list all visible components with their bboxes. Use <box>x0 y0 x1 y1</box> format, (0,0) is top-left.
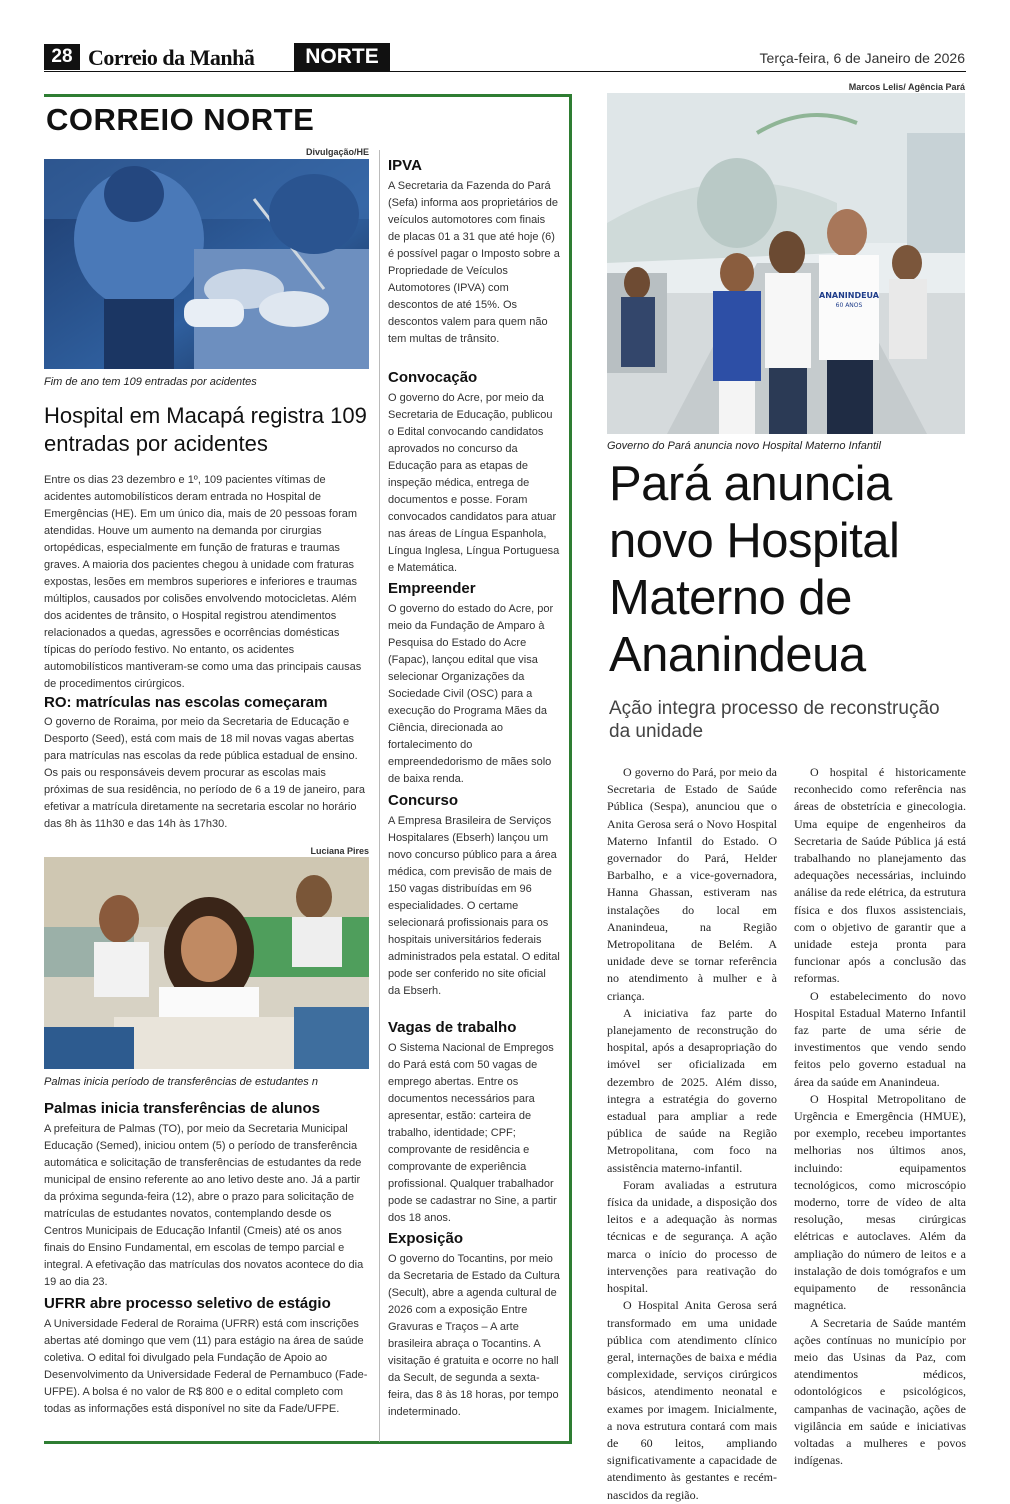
page-number: 28 <box>44 44 80 70</box>
palmas-body: A prefeitura de Palmas (TO), por meio da Secretaria Municipal Educação (Semed), iniciou ontem (5) o período de transferência automática e solicitação de transferências de estudantes da rede municipal de ensino referente ao ano letivo deste ano. Já a partir da próxima segunda-feira (12), abre o prazo para solicitação de matrículas de estudantes novatos, contemplando desde os Centros Municipais de Educação Infantil (Cmeis) até os anos finais do Ensino Fundamental, em escolas de tempo parcial e integral. A efetivação das matrículas dos novatos acontece do dia 19 ao dia 23. <box>44 1123 364 1288</box>
brief-title: Empreender <box>388 580 476 597</box>
ufrr-headline: UFRR abre processo seletivo de estágio <box>44 1295 331 1312</box>
issue-date: Terça-feira, 6 de Janeiro de 2026 <box>759 50 965 66</box>
photo-credit: Divulgação/HE <box>305 147 369 157</box>
photo-caption-main: Governo do Pará anuncia novo Hospital Materno Infantil <box>607 440 881 452</box>
ufrr-body: A Universidade Federal de Roraima (UFRR) está com inscrições abertas até domingo que vem (11) para estágio na área de saúde coletiva. O edital foi divulgado pela Fundação de Apoio ao Desenvolvimento da Universidade Federal de Pernambuco (Fade-UFPE). A bolsa é no valor de R$ 800 e o edital completo com todas as informações está disponível no site da Fade/UFPE. <box>44 1318 368 1415</box>
brief-title: Vagas de trabalho <box>388 1019 517 1036</box>
section-title: CORREIO NORTE <box>46 102 315 137</box>
ro-body: O governo de Roraima, por meio da Secretaria de Educação e Desporto (Seed), está com mais de 18 mil novas vagas abertas para matrículas nas escolas da rede pública estadual de ensino. Os pais ou responsáveis devem procurar as escolas mais próximas de sua residência, no período de 6 a 19 de janeiro, para efetivar a matrícula diretamente na secretaria escolar no horário das 8h às 11h30 e das 14h às 17h30. <box>44 716 366 830</box>
photo-credit-2: Luciana Pires <box>310 846 369 856</box>
shirt-subtext: 60 ANOS <box>835 302 863 309</box>
paragraph: O Hospital Anita Gerosa será transformado em uma unidade pública com atendimento clínico geral, internações de baixa e média complexidade, serviços cirúrgicos básicos, atendimento neonatal e exames por imagem. Inicialmente, a nova estrutura contará com mais de 60 leitos, ampliando significativamente a capacidade de atendimento às gestantes e recém-nascidos da região. <box>607 1298 777 1502</box>
column-separator <box>379 150 380 1442</box>
brief-title: Exposição <box>388 1230 464 1247</box>
photo-caption-2: Palmas inicia período de transferências de estudantes n <box>44 1076 318 1088</box>
brief-body: O governo do estado do Acre, por meio da Fundação de Amparo à Pesquisa do Estado do Acre (Fapac), lançou edital que visa selecionar Organizações da Sociedade Civil (OSC) para a execução do Programa Mães da Ciência, direcionada ao fortalecimento do empreendedorismo de mães solo de baixa renda. <box>388 603 554 785</box>
shirt-text: ANANINDEUA <box>819 291 879 300</box>
photo-caption: Fim de ano tem 109 entradas por acidentes <box>44 376 257 388</box>
brief-title: Convocação <box>388 369 478 386</box>
newspaper-name: Correio da Manhã <box>88 45 255 70</box>
paragraph: A Secretaria de Saúde mantém ações contínuas no município por meio das Usinas da Paz, com atendimentos médicos, odontológicos e psicológicos, campanhas de vacinação, ações de vigilância em saúde e iniciativas voltadas a mulheres e povos indígenas. <box>794 1315 966 1468</box>
hospital-visit-photo <box>607 93 965 434</box>
main-deck: Ação integra processo de reconstrução da unidade <box>609 698 940 742</box>
surgery-photo <box>44 159 369 369</box>
ro-headline: RO: matrículas nas escolas começaram <box>44 694 328 711</box>
story-headline: Hospital em Macapá registra 109 entradas por acidentes <box>44 403 367 456</box>
brief-title: Concurso <box>388 792 459 809</box>
main-story-column-1 <box>607 764 777 1504</box>
paragraph: O governo do Pará, por meio da Secretaria de Estado de Saúde Pública (Sespa), anunciou que o Anita Gerosa será o Novo Hospital Materno Infantil do Estado. O governador do Pará, Helder Barbalho, e a vice-governadora, Hanna Ghassan, estiveram nas instalações do local em Ananindeua, na Região Metropolitana de Belém. A unidade deve se tornar referência no atendimento à mulher e à criança. <box>607 765 777 1003</box>
brief-body: A Secretaria da Fazenda do Pará (Sefa) informa aos proprietários de veículos automotores com finais de placas 01 a 31 que até hoje (6) é possível pagar o Imposto sobre a Propriedade de Veículos Automotores (IPVA) com descontos de até 15%. Os descontos valem para quem não tem multas de trânsito. <box>388 180 560 345</box>
header-rule <box>44 71 966 72</box>
section-label: NORTE <box>294 43 390 71</box>
students-photo <box>44 857 369 1069</box>
palmas-headline: Palmas inicia transferências de alunos <box>44 1100 320 1117</box>
brief-body: A Empresa Brasileira de Serviços Hospitalares (Ebserh) lançou um novo concurso público para a área médica, com previsão de mais de 150 vagas distribuídas em 96 especialidades. O certame selecionará profissionais para os hospitais universitários federais administrados pela estatal. O edital pode ser conferido no site oficial da Ebserh. <box>388 815 560 997</box>
paragraph: Foram avaliadas a estrutura física da unidade, a disposição dos leitos e a adequação às normas técnicas e de segurança. A ação marca o início do processo de intervenções para reativação do hospital. <box>607 1177 777 1296</box>
paragraph: O hospital é historicamente reconhecido como referência nas áreas de obstetrícia e ginecologia. Uma equipe de engenheiros da Secretaria de Saúde Pública já está trabalhando no planejamento das adequações necessárias, incluindo análise da rede elétrica, da estrutura física e dos fluxos assistenciais, com o objetivo de garantir que a unidade esteja pronta para funcionar após a conclusão das reformas. <box>794 765 966 986</box>
paragraph: O estabelecimento do novo Hospital Estadual Materno Infantil faz parte de uma série de investimentos que vendo sendo feitos pelo governo estadual na área da saúde em Ananindeua. <box>794 988 966 1089</box>
brief-title: IPVA <box>388 157 422 174</box>
brief-body: O Sistema Nacional de Empregos do Pará está com 50 vagas de emprego abertas. Entre os documentos necessários para apresentar, estão: carteira de trabalho, identidade; CPF; comprovante de residência e comprovante de experiência profissional. Qualquer trabalhador pode se cadastrar no Sine, a partir dos 18 anos. <box>388 1042 557 1224</box>
paragraph: O Hospital Metropolitano de Urgência e Emergência (HMUE), por exemplo, recebeu importantes melhorias nos últimos anos, incluindo: equipamentos tecnológicos, como microscópio moderno, torre de vídeo de alta resolução, mesas cirúrgicas elétricas e autoclaves. Além da ampliação do número de leitos e a instalação de dois tomógrafos e um equipamento de ressonância magnética. <box>794 1091 966 1313</box>
main-headline: Pará anuncia novo Hospital Materno de Ananindeua <box>609 457 900 682</box>
brief-body: O governo do Tocantins, por meio da Secretaria de Estado da Cultura (Secult), abre a agenda cultural de 2026 com a exposição Entre Gravuras e Traços – A arte brasileira abraça o Tocantins. A visitação é gratuita e ocorre no hall da Secult, de segunda a sexta-feira, das 8 às 18 horas, por tempo indeterminado. <box>388 1253 560 1418</box>
paragraph: A iniciativa faz parte do planejamento de reconstrução do hospital, após a desapropriação do imóvel ser oficializada em dezembro de 2025. Além disso, integra a estratégia do governo estadual para ampliar a rede pública de saúde na Região Metropolitana, com foco na assistência materno-infantil. <box>607 1005 777 1175</box>
photo-credit-main: Marcos Lelis/ Agência Pará <box>848 82 965 92</box>
brief-body: O governo do Acre, por meio da Secretaria de Educação, publicou o Edital convocando candidatos aprovados no concurso da Educação para as etapas de inspeção médica, entrega de documentos e posse. Foram convocados candidatos para atuar nas áreas de Língua Espanhola, Língua Inglesa, Língua Portuguesa e Matemática. <box>388 392 560 574</box>
story-body: Entre os dias 23 dezembro e 1º, 109 pacientes vítimas de acidentes automobilísticos deram entrada no Hospital de Emergências (HE). Em um único dia, mais de 20 pessoas foram atendidas. Houve um aumento na demanda por cirurgias ortopédicas, especialmente em função de fraturas e traumas graves. A maioria dos pacientes chegou à unidade com fraturas expostas, lesões em membros superiores e inferiores e traumas múltiplos, causados por colisões envolvendo motocicletas. Além dos acidentes de trânsito, o Hospital registrou atendimentos relacionados a quedas, agressões e ocorrências domésticas típicas do período festivo. No entanto, os acidentes automobilísticos mantiveram-se como uma das principais causas de procedimentos cirúrgicos. <box>44 474 362 690</box>
main-story-column-2 <box>794 764 966 1469</box>
